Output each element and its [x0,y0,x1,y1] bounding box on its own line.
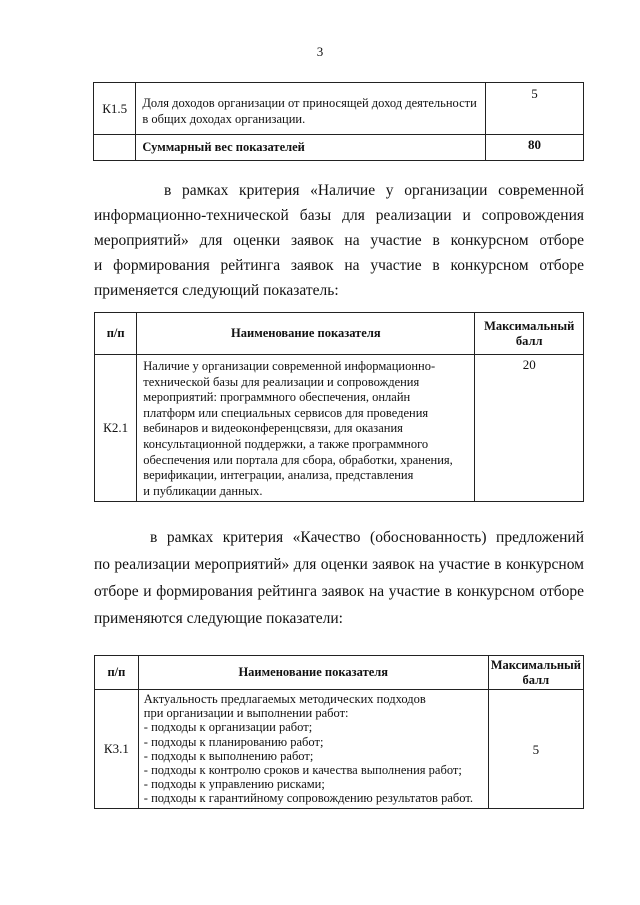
paragraph-line: информационно-технической базы для реализации и сопровождения [94,207,584,224]
indicator-line: при организации и выполнении работ: [143,706,349,721]
paragraph-line: отборе и формирования рейтинга заявок на участие в конкурсном отборе [94,583,584,600]
total-weight-label: Суммарный вес показателей [136,135,486,161]
column-header-score: Максимальный балл [488,656,583,690]
indicator-line: и публикации данных. [143,483,263,498]
indicator-code: К1.5 [94,83,136,135]
column-header-score: Максимальный балл [475,313,584,355]
indicator-score: 5 [488,690,583,809]
indicator-line: - подходы к выполнению работ; [143,748,314,763]
table-header-row [95,313,584,355]
column-header-num: п/п [95,656,139,690]
table-row [95,355,584,502]
indicator-line: - подходы к контролю сроков и качества выполнения работ; [143,763,462,778]
indicator-line: верификации, интеграции, анализа, представления [143,468,414,483]
indicator-line: Актуальность предлагаемых методических подходов [143,692,426,706]
column-header-name: Наименование показателя [137,313,475,355]
table-row [95,690,584,809]
paragraph-line: применяется следующий показатель: [94,282,339,299]
indicator-line: вебинаров и видеоконференцсвязи, для оказания [143,421,403,436]
indicator-line: консультационной поддержки, а также программного [143,436,429,451]
paragraph-line: в рамках критерия «Наличие у организации современной [164,182,584,199]
paragraph-line: и формирования рейтинга заявок на участие в конкурсном отборе [94,257,584,274]
indicator-score: 20 [475,355,584,502]
paragraph-line: в рамках критерия «Качество (обоснованность) предложений [150,529,584,546]
paragraph-line: по реализации мероприятий» для оценки заявок на участие в конкурсном [94,556,584,573]
indicator-line: технической базы для реализации и сопровождения [143,374,420,389]
indicator-name [137,355,475,502]
column-header-num: п/п [95,313,137,355]
column-header-name: Наименование показателя [138,656,488,690]
indicators-table-k3 [94,655,584,809]
indicator-name [138,690,488,809]
indicator-name: Доля доходов организации от приносящей доход деятельности в общих доходах организации. [136,83,486,135]
total-weight-value: 80 [485,135,583,161]
indicator-line: - подходы к управлению рисками; [143,777,325,792]
paragraph-line: применяются следующие показатели: [94,610,343,627]
indicator-code [94,135,136,161]
indicator-line: обеспечения или портала для сбора, обработки, хранения, [143,452,453,467]
indicator-line: - подходы к гарантийному сопровождению результатов работ. [143,791,473,806]
indicator-score: 5 [485,83,583,135]
indicator-code: К3.1 [95,690,139,809]
indicator-line: Наличие у организации современной информационно- [143,359,436,373]
indicator-line: платформ или специальных сервисов для проведения [143,405,429,420]
indicator-line: мероприятий: программного обеспечения, онлайн [143,390,411,405]
page-number: 3 [316,44,324,59]
indicators-table-k2 [94,312,584,502]
table-row [94,83,584,135]
indicators-table-k1 [93,82,584,161]
paragraph-criterion-k2 [94,178,584,303]
paragraph-criterion-k3 [94,524,584,632]
indicator-line: - подходы к планированию работ; [143,734,324,749]
indicator-code: К2.1 [95,355,137,502]
table-header-row [95,656,584,690]
paragraph-line: мероприятий» для оценки заявок на участие в конкурсном отборе [94,232,584,249]
table-row [94,135,584,161]
indicator-line: - подходы к организации работ; [143,720,313,735]
